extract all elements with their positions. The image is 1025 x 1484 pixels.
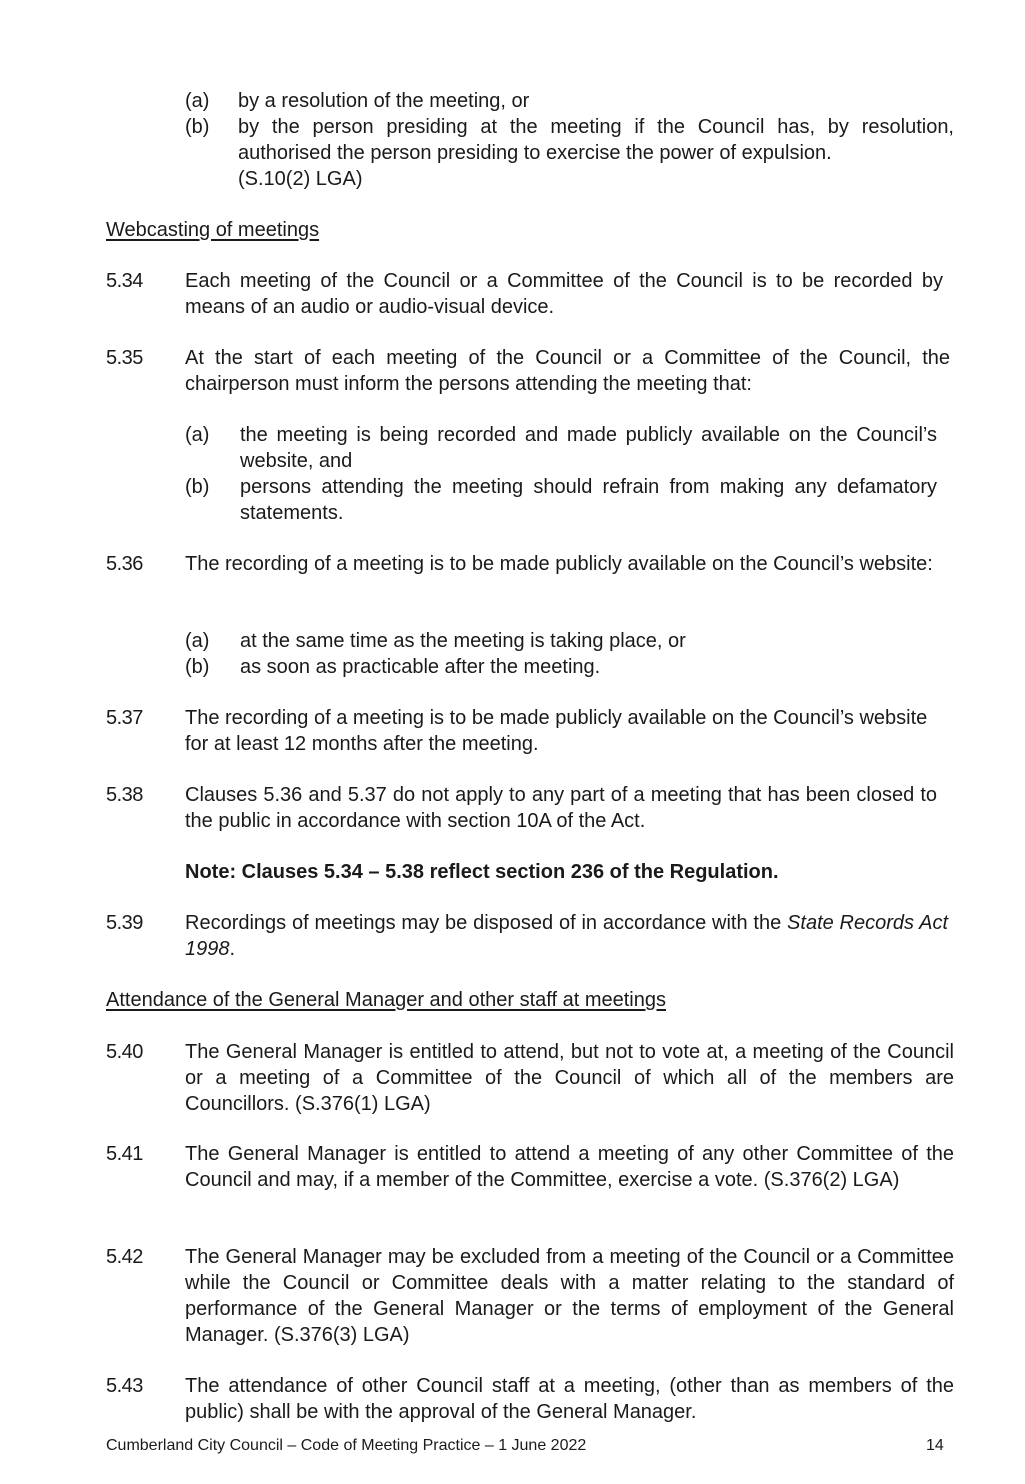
clause-5-36-item-b-label: (b) — [185, 656, 210, 678]
clause-5-40-text: The General Manager is entitled to attend, but not to vote at, a meeting of the Council or a meeting of a Committee of the Council of which all of the members are Councillors. (S.376(1) LGA) — [185, 1041, 954, 1115]
clause-5-43-text: The attendance of other Council staff at a meeting, (other than as members of the public) shall be with the approval of the General Manager. — [185, 1375, 954, 1423]
note-text: Note: Clauses 5.34 – 5.38 reflect section 236 of the Regulation. — [185, 861, 779, 883]
clause-5-37-text: The recording of a meeting is to be made publicly available on the Council’s website for at least 12 months after the meeting. — [185, 707, 928, 755]
clause-5-35-text: At the start of each meeting of the Council or a Committee of the Council, the chairperson must inform the persons attending the meeting that: — [185, 347, 950, 395]
clause-5-39-text — [185, 910, 948, 962]
clause-5-36-text: The recording of a meeting is to be made publicly available on the Council’s website: — [185, 553, 933, 575]
section-heading-attendance: Attendance of the General Manager and other staff at meetings — [106, 989, 666, 1011]
intro-item-b-text-ref: (S.10(2) LGA) — [238, 168, 363, 190]
clause-5-35-item-b-label: (b) — [185, 476, 210, 498]
footer-text: Cumberland City Council – Code of Meeting Practice – 1 June 2022 — [106, 1437, 587, 1454]
clause-number: 5.39 — [106, 912, 143, 934]
clause-number: 5.38 — [106, 784, 143, 806]
act-title: State Records Act 1998 — [185, 912, 948, 960]
clause-5-36-item-b-text: as soon as practicable after the meeting. — [240, 656, 601, 678]
clause-5-38-text: Clauses 5.36 and 5.37 do not apply to any part of a meeting that has been closed to the public in accordance with section 10A of the Act. — [185, 784, 937, 832]
intro-item-b-label: (b) — [185, 116, 210, 138]
clause-number: 5.40 — [106, 1041, 143, 1063]
intro-item-a-text: by a resolution of the meeting, or — [238, 90, 530, 112]
clause-number: 5.37 — [106, 707, 143, 729]
clause-5-42-text: The General Manager may be excluded from a meeting of the Council or a Committee while the Council or Committee deals with a matter relating to the standard of performance of the General Manager or the terms of employment of the General Manager. (S.376(3) LGA) — [185, 1246, 954, 1346]
clause-5-41-text: The General Manager is entitled to attend a meeting of any other Committee of the Council and may, if a member of the Committee, exercise a vote. (S.376(2) LGA) — [185, 1143, 954, 1191]
clause-number: 5.36 — [106, 553, 143, 575]
clause-5-39-text-main: Recordings of meetings may be disposed of in accordance with the — [185, 912, 788, 934]
clause-5-36-item-a-label: (a) — [185, 630, 210, 652]
section-heading-webcasting: Webcasting of meetings — [106, 219, 320, 241]
clause-number: 5.35 — [106, 347, 143, 369]
page-number: 14 — [926, 1437, 944, 1454]
clause-5-34-text: Each meeting of the Council or a Committee of the Council is to be recorded by means of an audio or audio-visual device. — [185, 270, 943, 318]
clause-5-35-item-b-text: persons attending the meeting should refrain from making any defamatory statements. — [240, 476, 937, 524]
clause-number: 5.34 — [106, 270, 143, 292]
clause-5-35-item-a-text: the meeting is being recorded and made publicly available on the Council’s website, and — [240, 424, 937, 472]
clause-5-36-item-a-text: at the same time as the meeting is taking place, or — [240, 630, 686, 652]
clause-number: 5.41 — [106, 1143, 143, 1165]
intro-item-b-text — [238, 114, 954, 192]
clause-5-35-item-a-label: (a) — [185, 424, 210, 446]
clause-number: 5.42 — [106, 1246, 143, 1268]
clause-5-39-text-end: . — [229, 938, 236, 960]
clause-number: 5.43 — [106, 1375, 143, 1397]
intro-item-b-text-main: by the person presiding at the meeting if the Council has, by resolution, authorised the person presiding to exercise the power of expulsion. — [238, 116, 954, 164]
intro-item-a-label: (a) — [185, 90, 210, 112]
